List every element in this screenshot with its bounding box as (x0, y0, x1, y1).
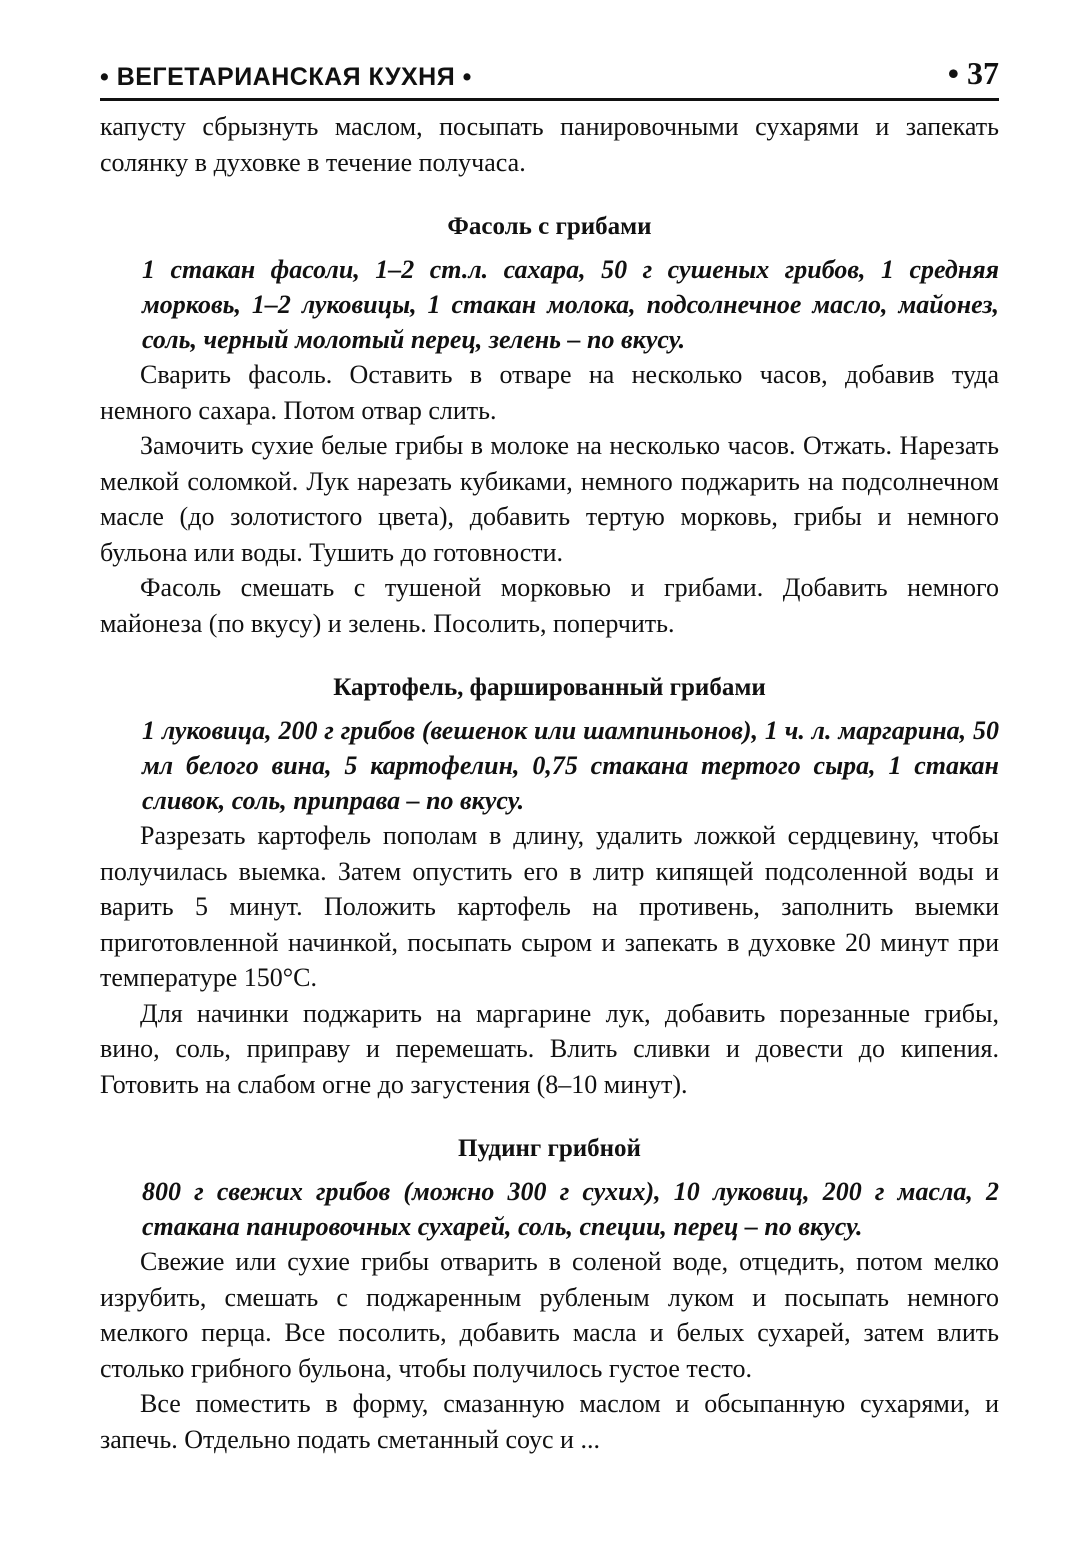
running-title: • ВЕГЕТАРИАНСКАЯ КУХНЯ • (100, 63, 472, 91)
recipe (100, 1134, 999, 1457)
recipe-title: Фасоль с грибами (447, 213, 652, 240)
recipe-step: Свежие или сухие грибы отварить в соленой воде, отцедить, потом мелко изрубить, смешать с поджаренным рубленым луком и посыпать немного мелкого перца. Все посолить, добавить масла и белых сухарей, затем влить столько грибного бульона, чтобы получилось густое тесто. (100, 1247, 999, 1383)
recipe-step: Замочить сухие белые грибы в молоке на несколько часов. Отжать. Нарезать мелкой соломкой. Лук нарезать кубиками, немного поджарить на подсолнечном масле (до золотистого цвета), добавить тертую морковь, грибы и немного бульона или воды. Тушить до готовности. (100, 431, 999, 567)
page-number: • 37 (947, 55, 999, 91)
recipe-step: Фасоль смешать с тушеной морковью и грибами. Добавить немного майонеза (по вкусу) и зелень. Посолить, поперчить. (100, 573, 999, 638)
recipe-title: Картофель, фаршированный грибами (333, 674, 766, 701)
recipe-ingredients: 1 луковица, 200 г грибов (вешенок или шампиньонов), 1 ч. л. маргарина, 50 мл белого вина, 5 картофелин, 0,75 стакана тертого сыра, 1 стакан сливок, соль, приправа – по вкусу. (142, 716, 999, 815)
page-content (100, 109, 999, 1457)
page-header (100, 52, 999, 101)
recipe-step: Разрезать картофель пополам в длину, удалить ложкой сердцевину, чтобы получилась выемка. Затем опустить его в литр кипящей подсоленной воды и варить 5 минут. Положить картофель на противень, заполнить выемки приготовленной начинкой, посыпать сыром и запекать в духовке 20 минут при температуре 150°C. (100, 821, 999, 992)
recipe (100, 673, 999, 1102)
recipe-step: Все поместить в форму, смазанную маслом и обсыпанную сухарями, и запечь. Отдельно подать сметанный соус и ... (100, 1389, 999, 1454)
recipe-step: Сварить фасоль. Оставить в отваре на несколько часов, добавив туда немного сахара. Потом отвар слить. (100, 360, 999, 425)
recipe (100, 212, 999, 641)
recipe-ingredients: 800 г свежих грибов (можно 300 г сухих), 10 луковиц, 200 г масла, 2 стакана панировочных сухарей, соль, специи, перец – по вкусу. (142, 1177, 999, 1241)
intro-paragraph: капусту сбрызнуть маслом, посыпать панировочными сухарями и запекать солянку в духовке в течение получаса. (100, 112, 999, 177)
recipe-step: Для начинки поджарить на маргарине лук, добавить порезанные грибы, вино, соль, приправу и перемешать. Влить сливки и довести до кипения. Готовить на слабом огне до загустения (8–10 минут). (100, 998, 999, 1099)
recipe-title: Пудинг грибной (458, 1135, 641, 1162)
recipe-ingredients: 1 стакан фасоли, 1–2 ст.л. сахара, 50 г сушеных грибов, 1 средняя морковь, 1–2 луковицы, 1 стакан молока, подсолнечное масло, майонез, соль, черный молотый перец, зелень – по вкусу. (142, 255, 999, 354)
